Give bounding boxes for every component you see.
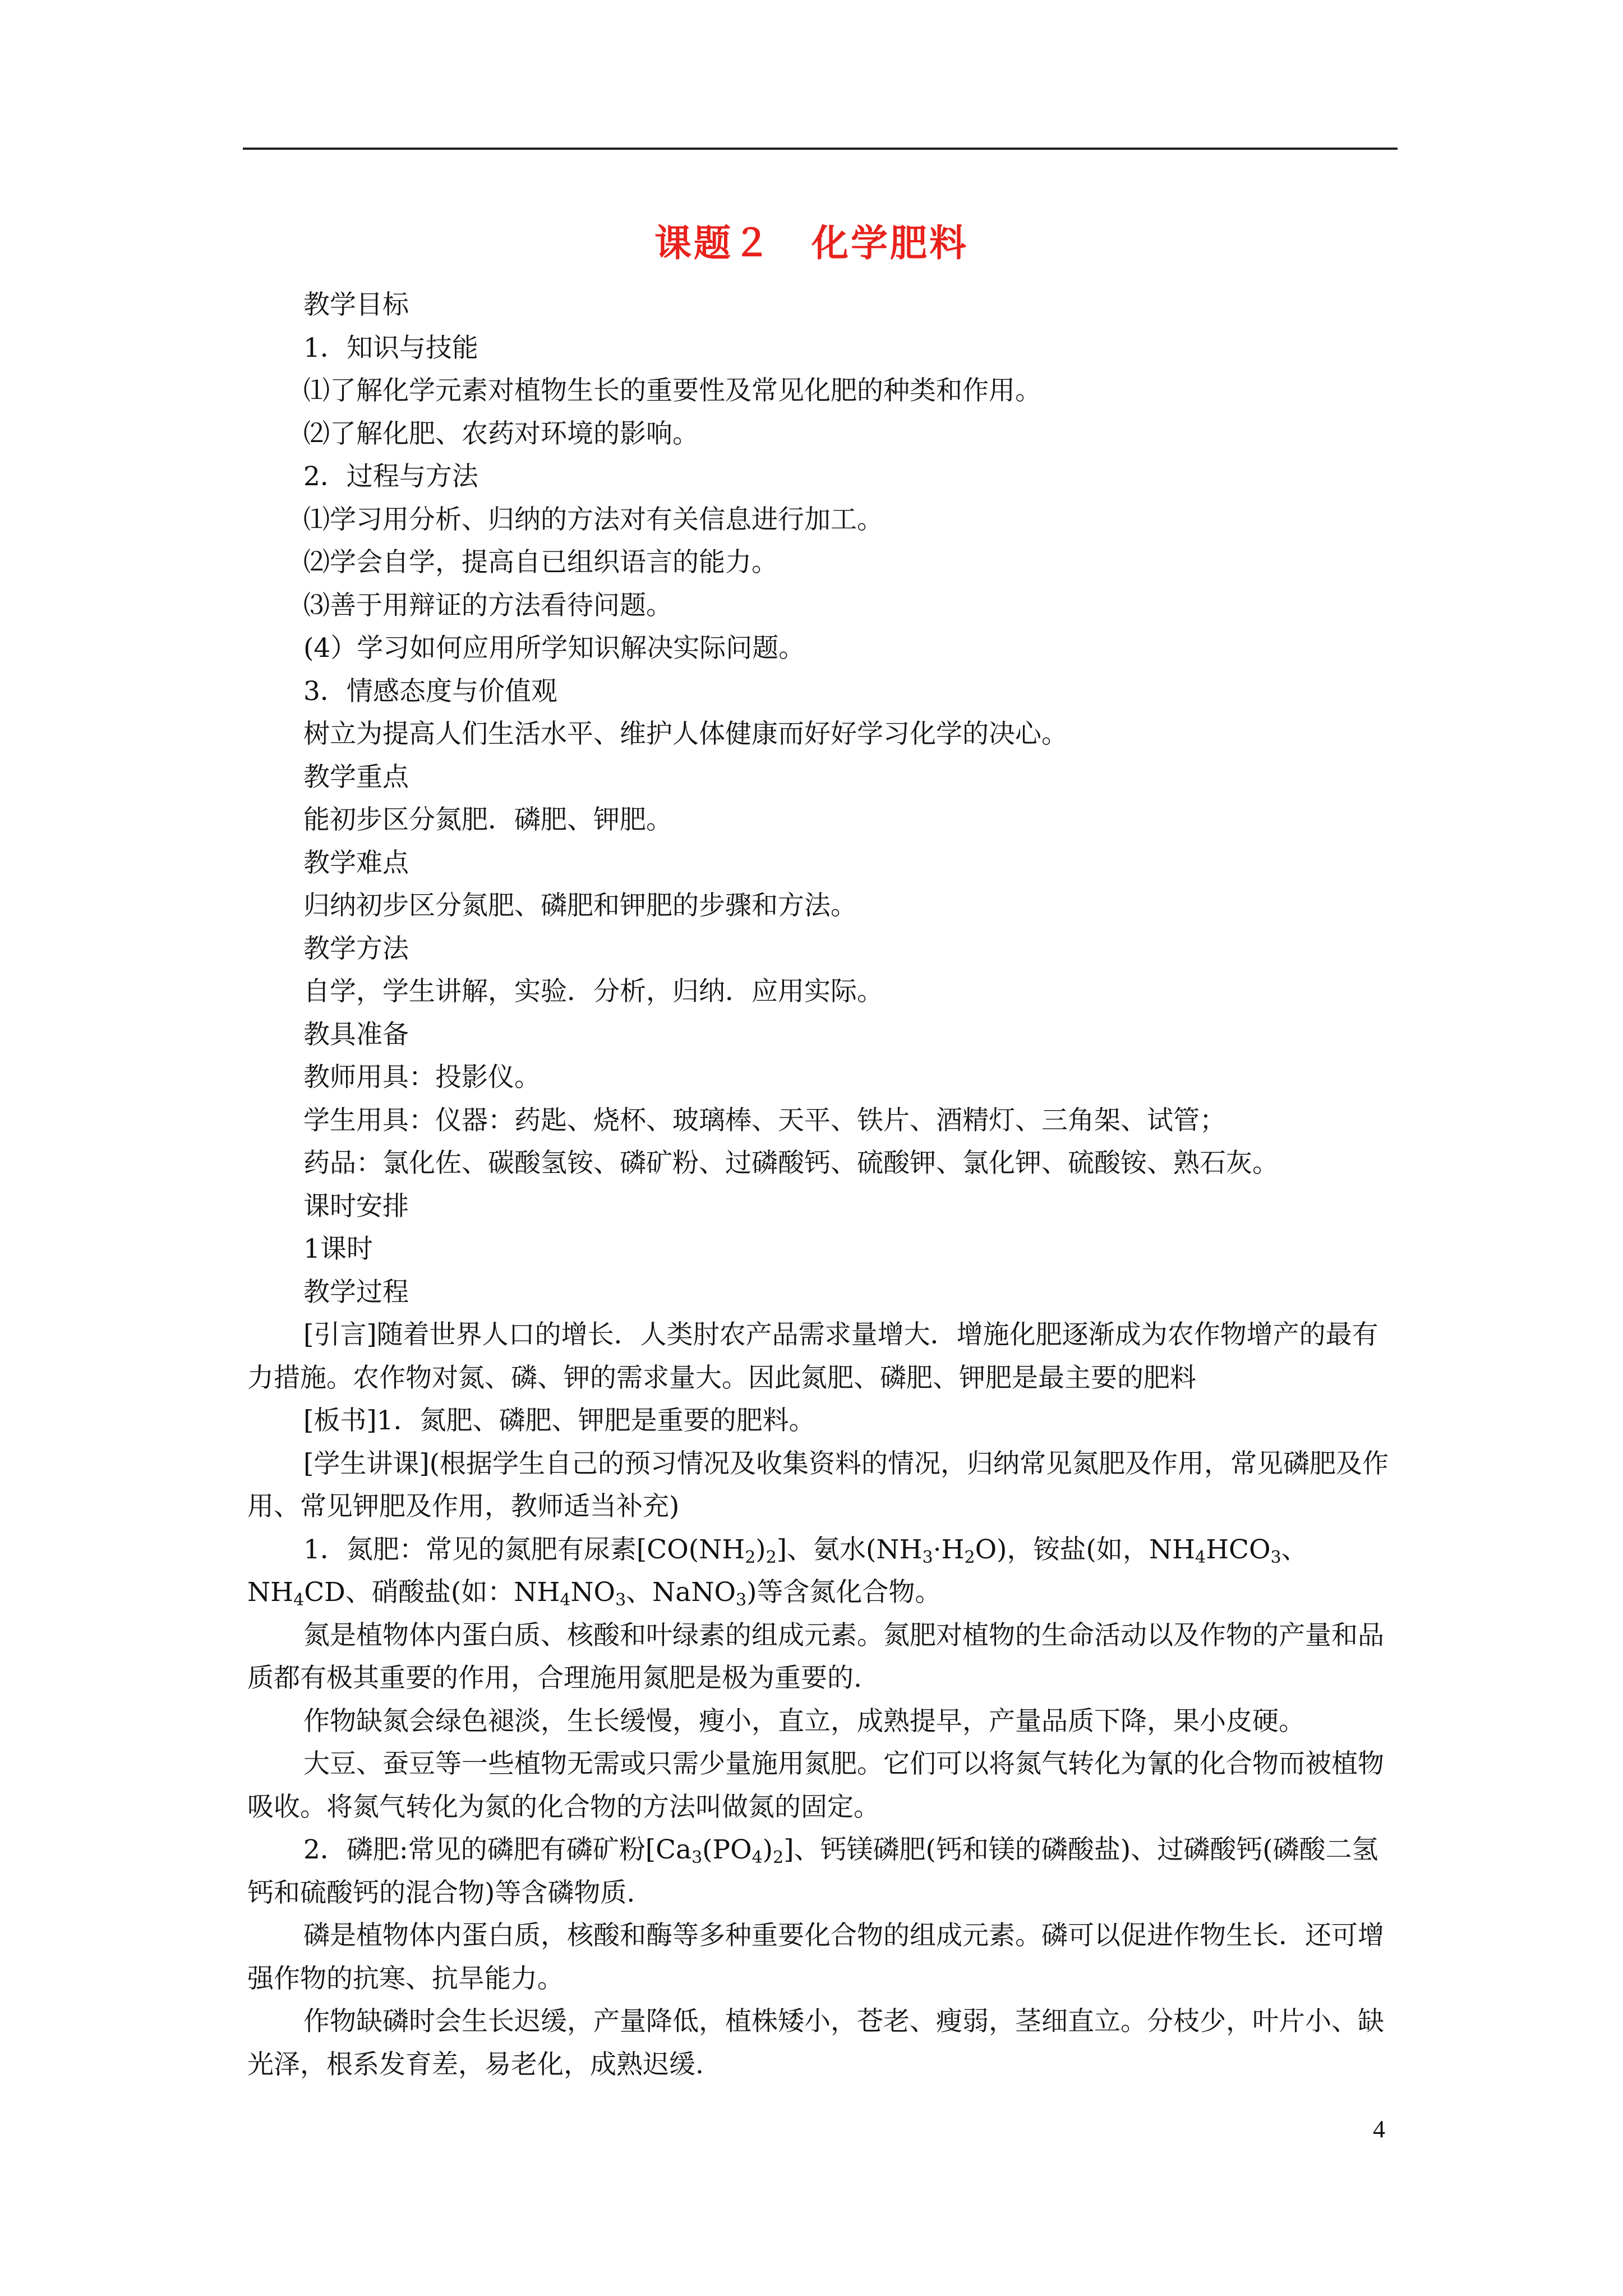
page-title: 课题２ 化学肥料 [654,222,969,265]
line-knowledge-2: ⑵了解化肥、农药对环境的影响。 [303,418,699,449]
line-process-methods: 2．过程与方法 [303,461,478,492]
line-method-text: 自学，学生讲解，实验．分析，归纳．应用实际。 [303,976,883,1007]
paragraph-phosphorus-deficiency: 作物缺磷时会生长迟缓，产量降低，植株矮小，苍老、瘦弱，茎细直立。分枝少，叶片小、缺光泽，根系发育差，易老化，成熟迟缓. [247,2006,1384,2080]
line-process-2: ⑵学会自学，提高自已组织语言的能力。 [303,547,778,578]
line-knowledge-1: ⑴了解化学元素对植物生长的重要性及常见化肥的种类和作用。 [303,375,1041,406]
line-attitude-values: 3．情感态度与价值观 [303,675,557,707]
line-knowledge-skills: 1．知识与技能 [303,332,478,364]
paragraph-nitrogen-fertilizer: 1．氮肥：常见的氮肥有尿素$[CO(NH_2)_2]$、氨水$(NH_3\cdot H_2O)$，铵盐(如，$NH_4HCO_3$、$NH_4CD$、硝酸盐(如：$NH_4NO_3$、NaNO$_3$)等含氮化合物。 [247,1534,1308,1610]
line-process-heading: 教学过程 [303,1276,409,1308]
line-attitude-text: 树立为提高人们生活水平、维护人体健康而好好学习化学的决心。 [303,719,1068,749]
paragraph-phosphate-fertilizer: 2．磷肥:常见的磷肥有磷矿粉$[Ca_3(PO_4)_2]$、钙镁磷肥(钙和镁的磷酸盐)、过磷酸钙(磷酸二氢钙和硫酸钙的混合物)等含磷物质. [247,1834,1378,1908]
paragraph-nitrogen-fixation: 大豆、蚕豆等一些植物无需或只需少量施用氮肥。它们可以将氮气转化为氰的化合物而被植物吸收。将氮气转化为氮的化合物的方法叫做氮的固定。 [247,1749,1384,1823]
line-objectives-heading: 教学目标 [303,289,409,320]
header-rule [243,148,1398,150]
paragraph-intro: [引言]随着世界人口的增长．人类肘农产品需求量增大．增施化肥逐渐成为农作物增产的最有力措施。农作物对氮、磷、钾的需求量大。因此氮肥、磷肥、钾肥是最主要的肥料 [247,1319,1378,1393]
paragraph-student-lecture: [学生讲课](根据学生自己的预习情况及收集资料的情况，归纳常见氮肥及作用，常见磷肥及作用、常见钾肥及作用，教师适当补充) [247,1448,1389,1522]
line-chemicals: 药品：氯化佐、碳酸氢铵、磷矿粉、过磷酸钙、硫酸钾、氯化钾、硫酸铵、熟石灰。 [303,1148,1279,1179]
paragraph-nitrogen-deficiency: 作物缺氮会绿色褪淡，生长缓慢，瘦小，直立，成熟提早，产量品质下降，果小皮硬。 [303,1705,1305,1737]
line-tools-heading: 教具准备 [303,1019,409,1050]
paragraph-board: [板书]1．氮肥、磷肥、钾肥是重要的肥料。 [303,1405,815,1436]
line-process-4: (4）学习如何应用所学知识解决实际问题。 [303,633,805,664]
line-key-points-text: 能初步区分氮肥．磷肥、钾肥。 [303,804,672,835]
line-schedule-text: 1课时 [303,1234,373,1264]
line-student-tools: 学生用具：仪器：药匙、烧杯、玻璃棒、天平、铁片、酒精灯、三角架、试管； [303,1105,1226,1136]
line-difficulty-heading: 教学难点 [303,847,409,878]
paragraph-phosphorus-role: 磷是植物体内蛋白质，核酸和酶等多种重要化合物的组成元素。磷可以促进作物生长．还可增强作物的抗寒、抗旱能力。 [247,1920,1384,1994]
line-difficulty-text: 归纳初步区分氮肥、磷肥和钾肥的步骤和方法。 [303,890,857,921]
paragraph-nitrogen-role: 氮是植物体内蛋白质、核酸和叶绿素的组成元素。氮肥对植物的生命活动以及作物的产量和品质都有极其重要的作用，合理施用氮肥是极为重要的. [247,1619,1384,1694]
line-teacher-tools: 教师用具：投影仪。 [303,1062,541,1093]
line-schedule-heading: 课时安排 [303,1190,409,1222]
line-process-1: ⑴学习用分析、归纳的方法对有关信息进行加工。 [303,504,883,535]
line-key-points-heading: 教学重点 [303,761,409,793]
page-number: 4 [1373,2115,1385,2143]
document-body [247,284,1399,2086]
line-method-heading: 教学方法 [303,933,409,964]
line-process-3: ⑶善于用辩证的方法看待问题。 [303,590,672,621]
